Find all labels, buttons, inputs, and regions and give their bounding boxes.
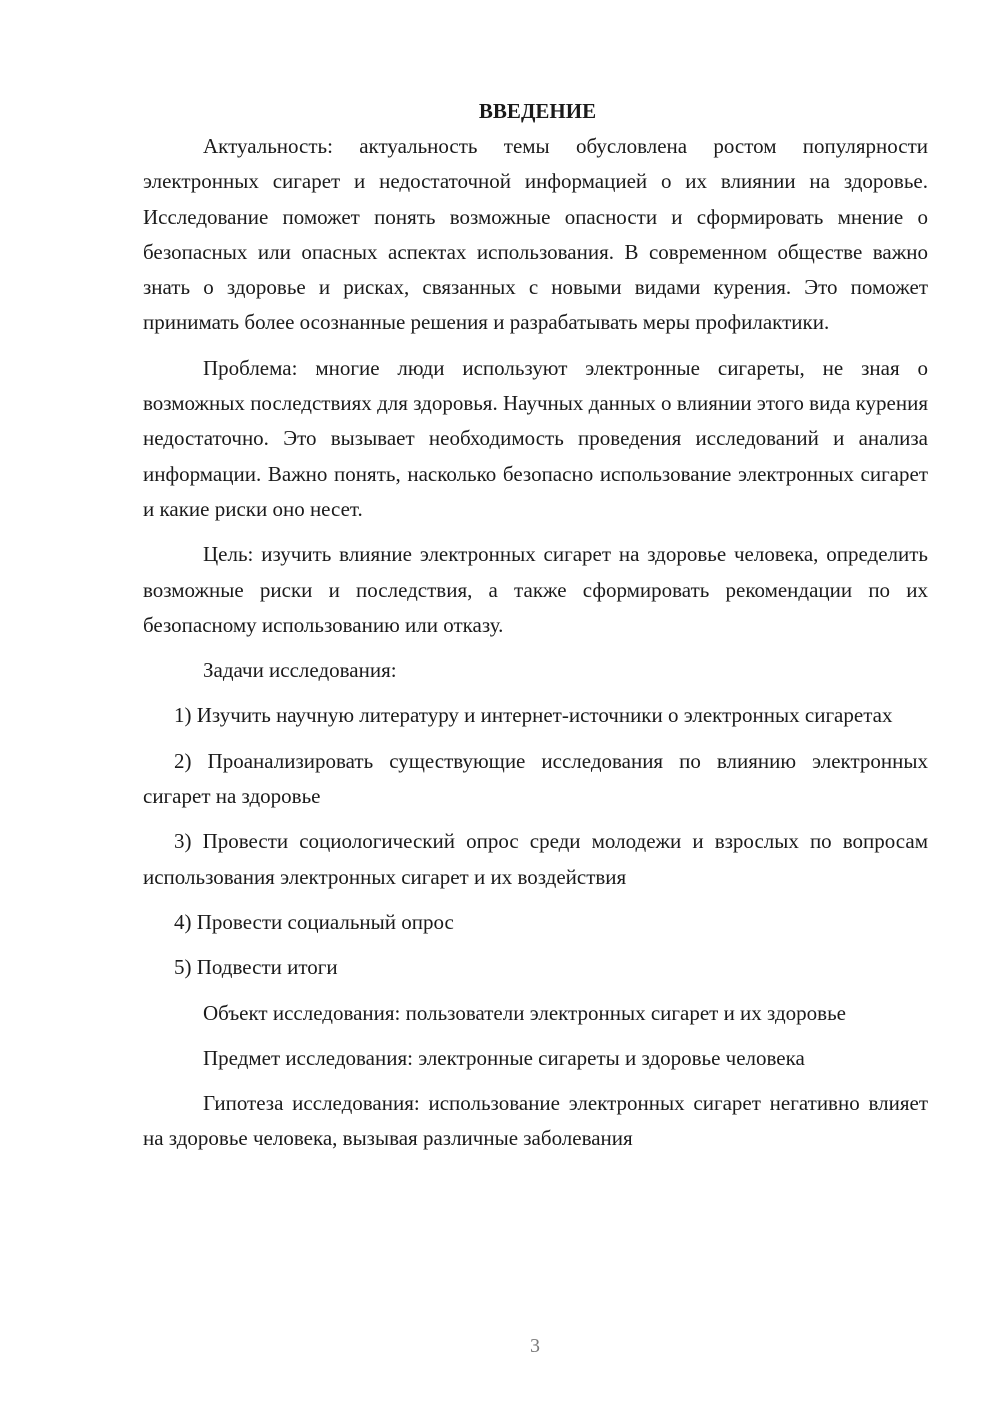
subject-paragraph: Предмет исследования: электронные сигареты и здоровье человека xyxy=(203,1045,805,1070)
problem-paragraph: Проблема: многие люди используют электронные сигареты, не зная о возможных последствиях для здоровья. Научных данных о влиянии этого вида курения недостаточно. Это вызывает необходимость проведения исследований и анализа информации. Важно понять, насколько безопасно использование электронных сигарет и какие риски оно несет. xyxy=(143,355,928,521)
object-paragraph: Объект исследования: пользователи электронных сигарет и их здоровье xyxy=(203,1000,846,1025)
task-item: 5) Подвести итоги xyxy=(174,955,338,980)
task-item: 4) Провести социальный опрос xyxy=(174,909,454,934)
task-item: 3) Провести социологический опрос среди молодежи и взрослых по вопросам использования электронных сигарет и их воздействия xyxy=(143,829,928,889)
hypothesis-paragraph: Гипотеза исследования: использование электронных сигарет негативно влияет на здоровье человека, вызывая различные заболевания xyxy=(143,1091,928,1151)
page-body xyxy=(143,94,928,1157)
task-item: 1) Изучить научную литературу и интернет-источники о электронных сигаретах xyxy=(174,703,893,728)
section-heading: ВВЕДЕНИЕ xyxy=(478,99,597,123)
page-number: 3 xyxy=(530,1335,540,1357)
goal-paragraph: Цель: изучить влияние электронных сигарет на здоровье человека, определить возможные риски и последствия, а также сформировать рекомендации по их безопасному использованию или отказу. xyxy=(143,542,928,637)
tasks-title: Задачи исследования: xyxy=(203,658,397,683)
task-item: 2) Проанализировать существующие исследования по влиянию электронных сигарет на здоровье xyxy=(143,748,928,809)
relevance-paragraph: Актуальность: актуальность темы обусловлена ростом популярности электронных сигарет и недостаточной информацией о их влиянии на здоровье. Исследование поможет понять возможные опасности и сформировать мнение о безопасных или опасных аспектах использования. В современном обществе важно знать о здоровье и рисках, связанных с новыми видами курения. Это поможет принимать более осознанные решения и разрабатывать меры профилактики. xyxy=(143,134,928,335)
